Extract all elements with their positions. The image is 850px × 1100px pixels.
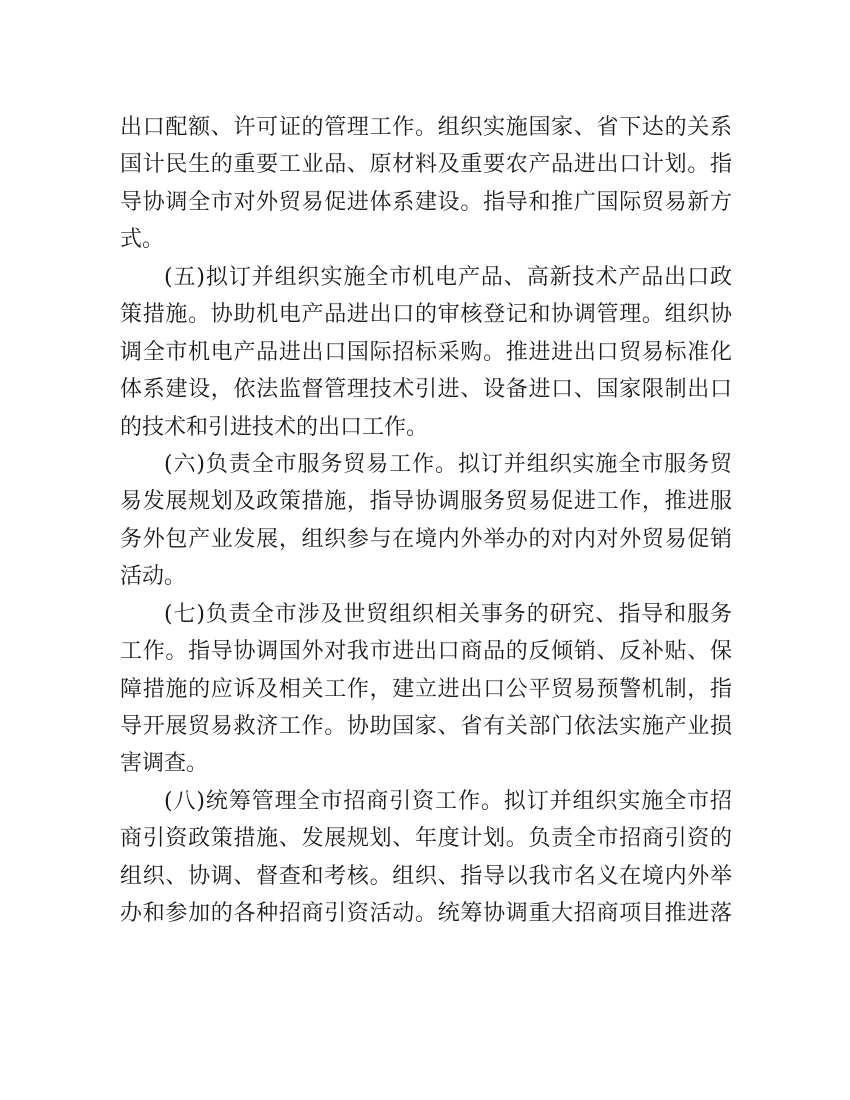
text-line: 易发展规划及政策措施，指导协调服务贸易促进工作，推进服 [120,489,732,515]
paragraph-6-first-line: (六)负责全市服务贸易工作。拟订并组织实施全市服务贸 [164,451,732,477]
text-line: 组织、协调、督查和考核。组织、指导以我市名义在境内外举 [120,863,732,889]
paragraph-8-first-line: (八)统筹管理全市招商引资工作。拟订并组织实施全市招 [164,788,732,814]
text-line: 务外包产业发展，组织参与在境内外举办的对内对外贸易促销 [120,526,732,552]
paragraph-7-first-line: (七)负责全市涉及世贸组织相关事务的研究、指导和服务 [164,601,732,627]
text-line: 害调查。 [120,751,209,777]
text-line: 国计民生的重要工业品、原材料及重要农产品进出口计划。指 [120,152,732,178]
text-line: 工作。指导协调国外对我市进出口商品的反倾销、反补贴、保 [120,639,732,665]
text-line: 策措施。协助机电产品进出口的审核登记和协调管理。组织协 [120,302,732,328]
document-page [120,110,732,934]
text-line: 导开展贸易救济工作。协助国家、省有关部门依法实施产业损 [120,714,732,739]
paragraph-5-first-line: (五)拟订并组织实施全市机电产品、高新技术产品出口政 [164,264,732,290]
text-line: 体系建设，依法监督管理技术引进、设备进口、国家限制出口 [120,377,732,403]
text-line: 导协调全市对外贸易促进体系建设。指导和推广国际贸易新方 [120,189,732,215]
text-line: 式。 [120,227,165,253]
text-line: 商引资政策措施、发展规划、年度计划。负责全市招商引资的 [120,826,732,852]
text-line: 障措施的应诉及相关工作，建立进出口公平贸易预警机制，指 [120,676,732,702]
text-line: 调全市机电产品进出口国际招标采购。推进进出口贸易标准化 [120,339,732,365]
text-line: 的技术和引进技术的出口工作。 [120,414,429,440]
text-line: 活动。 [120,564,187,590]
text-line: 出口配额、许可证的管理工作。组织实施国家、省下达的关系 [120,115,732,140]
text-line: 办和参加的各种招商引资活动。统筹协调重大招商项目推进落 [120,901,732,927]
